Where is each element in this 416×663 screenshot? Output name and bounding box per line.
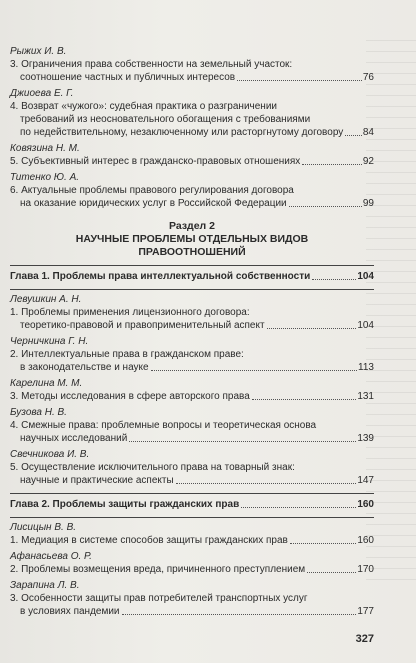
divider — [10, 493, 374, 494]
leader-dots — [176, 474, 357, 484]
chapter-2-page: 160 — [357, 499, 374, 510]
toc-entry-title: 1. Медиация в системе способов защиты гражданских прав — [10, 535, 288, 546]
leader-dots — [267, 319, 357, 329]
toc-entry-author: Лисицын В. В. — [10, 522, 77, 533]
table-of-contents — [10, 46, 374, 618]
toc-entry-author: Афанасьева О. Р. — [10, 551, 92, 562]
toc-entry-title: 1. Проблемы применения лицензионного договора: — [10, 307, 250, 318]
toc-entry-title: научные и практические аспекты — [20, 475, 174, 486]
toc-entry-author: Ковязина Н. М. — [10, 143, 80, 154]
toc-entry-line — [10, 113, 374, 126]
toc-entry-line — [10, 71, 374, 84]
toc-entry — [10, 522, 374, 547]
toc-group-chapter-2 — [10, 522, 374, 618]
toc-entry — [10, 445, 374, 487]
toc-entry-line — [10, 100, 374, 113]
leader-dots — [307, 563, 356, 573]
toc-entry-page: 170 — [357, 564, 374, 575]
toc-entry-line — [10, 361, 374, 374]
toc-entry-line — [10, 461, 374, 474]
toc-entry-line — [10, 155, 374, 168]
toc-entry-title: 3. Ограничения права собственности на земельный участок: — [10, 59, 293, 70]
toc-entry-page: 177 — [357, 606, 374, 617]
toc-entry — [10, 139, 374, 168]
toc-entry-page: 76 — [362, 72, 374, 83]
toc-entry-page: 84 — [362, 127, 374, 138]
leader-dots — [241, 498, 356, 508]
toc-entry-line — [10, 605, 374, 618]
toc-entry-author: Черничкина Г. Н. — [10, 336, 89, 347]
toc-entry-title: в законодательстве и науке — [20, 362, 149, 373]
toc-entry-title: в условиях пандемии — [20, 606, 120, 617]
page-number: 327 — [355, 633, 374, 645]
chapter-2-heading — [10, 498, 374, 511]
toc-entry-title: 4. Смежные права: проблемные вопросы и теоретическая основа — [10, 420, 317, 431]
toc-entry — [10, 374, 374, 403]
divider — [10, 289, 374, 290]
toc-entry-line — [10, 197, 374, 210]
toc-entry-line — [10, 184, 374, 197]
toc-entry-title: 5. Осуществление исключительного права на товарный знак: — [10, 462, 295, 473]
toc-entry-line — [10, 419, 374, 432]
toc-entry-title: соотношение частных и публичных интересов — [20, 72, 236, 83]
leader-dots — [237, 71, 362, 81]
leader-dots — [252, 390, 357, 400]
toc-entry — [10, 403, 374, 445]
toc-entry-line — [10, 306, 374, 319]
toc-entry-author: Джиоева Е. Г. — [10, 88, 74, 99]
toc-entry-line — [10, 563, 374, 576]
toc-entry-page: 139 — [357, 433, 374, 444]
toc-entry — [10, 547, 374, 576]
toc-entry — [10, 84, 374, 139]
toc-entry-title: 3. Методы исследования в сфере авторского права — [10, 391, 250, 402]
toc-entry-page: 131 — [357, 391, 374, 402]
toc-entry-author: Рыжих И. В. — [10, 46, 67, 57]
section-label: Раздел 2 — [169, 220, 215, 232]
toc-entry-line — [10, 534, 374, 547]
toc-entry-title: 2. Интеллектуальные права в гражданском праве: — [10, 349, 244, 360]
chapter-1-page: 104 — [357, 271, 374, 282]
toc-entry-author: Свечникова И. В. — [10, 449, 90, 460]
chapter-1-heading — [10, 270, 374, 283]
toc-entry-title: 3. Особенности защиты прав потребителей транспортных услуг — [10, 593, 308, 604]
toc-entry-title: 2. Проблемы возмещения вреда, причиненного преступлением — [10, 564, 306, 575]
leader-dots — [290, 534, 356, 544]
toc-entry-page: 147 — [357, 475, 374, 486]
toc-entry-line — [10, 474, 374, 487]
toc-entry-line — [10, 126, 374, 139]
toc-entry-title: требований из неосновательного обогащения с требованиями — [20, 114, 311, 125]
leader-dots — [312, 270, 356, 280]
toc-entry-title: теоретико-правовой и правоприменительный аспект — [20, 320, 265, 331]
leader-dots — [122, 605, 357, 615]
toc-entry-title: на оказание юридических услуг в Российской Федерации — [20, 198, 287, 209]
leader-dots — [129, 432, 356, 442]
chapter-1-title: Глава 1. Проблемы права интеллектуальной собственности — [10, 271, 311, 282]
toc-group-chapter-1 — [10, 294, 374, 487]
toc-entry-title: 5. Субъективный интерес в гражданско-правовых отношениях — [10, 156, 301, 167]
toc-entry-page: 160 — [357, 535, 374, 546]
toc-entry-title: по недействительному, незаключенному или расторгнутому договору — [20, 127, 344, 138]
toc-entry-author: Левушкин А. Н. — [10, 294, 82, 305]
toc-entry-line — [10, 592, 374, 605]
toc-entry-author: Титенко Ю. А. — [10, 172, 80, 183]
toc-entry-line — [10, 319, 374, 332]
toc-entry — [10, 576, 374, 618]
leader-dots — [289, 197, 362, 207]
toc-entry-title: научных исследований — [20, 433, 128, 444]
leader-dots — [151, 361, 357, 371]
leader-dots — [345, 126, 362, 136]
leader-dots — [302, 155, 362, 165]
section-title-line-2: ПРАВООТНОШЕНИЙ — [138, 246, 246, 258]
chapter-2-title: Глава 2. Проблемы защиты гражданских прав — [10, 499, 240, 510]
toc-entry-line — [10, 432, 374, 445]
divider — [10, 265, 374, 266]
toc-entry-line — [10, 348, 374, 361]
toc-entry-author: Карелина М. М. — [10, 378, 83, 389]
toc-entry-title: 4. Возврат «чужого»: судебная практика о разграничении — [10, 101, 278, 112]
divider — [10, 517, 374, 518]
toc-entry-author: Зарапина Л. В. — [10, 580, 80, 591]
section-title-line-1: НАУЧНЫЕ ПРОБЛЕМЫ ОТДЕЛЬНЫХ ВИДОВ — [75, 233, 309, 245]
toc-entry — [10, 332, 374, 374]
toc-entry-page: 113 — [358, 362, 374, 373]
toc-group-top — [10, 46, 374, 210]
toc-entry-title: 6. Актуальные проблемы правового регулирования договора — [10, 185, 294, 196]
toc-entry-line — [10, 390, 374, 403]
toc-entry-author: Бузова Н. В. — [10, 407, 67, 418]
toc-entry-page: 92 — [362, 156, 374, 167]
toc-entry — [10, 46, 374, 84]
toc-entry — [10, 168, 374, 210]
toc-entry-page: 99 — [362, 198, 374, 209]
toc-entry-page: 104 — [357, 320, 374, 331]
toc-entry — [10, 294, 374, 332]
toc-entry-line — [10, 58, 374, 71]
